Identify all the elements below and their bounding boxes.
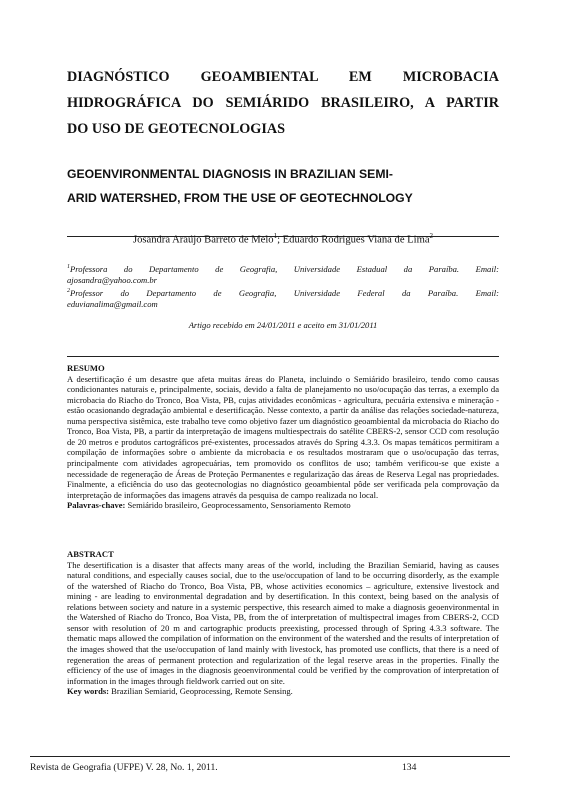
affiliation-email: eduvianalima@gmail.com: [67, 299, 158, 310]
abstract-body: The desertification is a disaster that affects many areas of the world, including the Brazilian Semiarid, having as causes natural conditions, and especially causes social, due to the use/occupation of land to be occurring disorderly, as the example of the watershed of Riacho do Tronco, Boa Vista, PB, whose activities economics – agriculture, extensive livestock and mining - are leading to environmental degradation and by desertification. In this context, being based on the analysis of relations between society and nature in a systemic perspective, this research aimed to make a diagnosis geoenvironmental in the Watershed of Riacho do Tronco, Boa Vista, PB, from the of interpretation of multispectral images from CBERS-2, CCD sensor with resolution of 20 m and cartographic products preexisting, processed through of Spring 4.3.3 software. The thematic maps allowed the compilation of information on the environment of the watershed and the results of interpretation of the images showed that the use/occupation of land mainly with livestock, has promoted use conflicts, that there is a need of regeneration the areas of permanent protection and regularization of the legal reserve areas in the properties. Finally the efficiency of the use of images in the diagnosis geoenvironmental could be verified by the comprovation of interpretation of information in the images through fieldwork carried out on site.: [67, 559, 499, 686]
title-pt-line: DO USO DE GEOTECNOLOGIAS: [67, 121, 285, 137]
page-number: 134: [402, 762, 417, 773]
affiliation-superscript: 1: [67, 264, 70, 270]
affiliation-email: ajosandra@yahoo.com.br: [67, 275, 158, 286]
affiliation-line: [67, 262, 499, 275]
author-name: Josandra Araújo Barreto de Melo: [132, 234, 274, 246]
affiliation-text: Professor do Departamento de Geografia, Universidade Federal da Paraíba. Email:: [70, 288, 499, 299]
affiliation-line: [67, 286, 499, 299]
abstract-keywords: [67, 686, 499, 697]
affiliation-superscript: 2: [67, 288, 70, 295]
received-date: Artigo recebido em 24/01/2011 e aceito em 31/01/2011: [188, 320, 378, 330]
author-superscript: 1: [273, 232, 278, 240]
resumo-heading: RESUMO: [67, 363, 105, 373]
keywords-label: Palavras-chave:: [67, 500, 126, 511]
abstract-heading: ABSTRACT: [67, 549, 114, 559]
title-portuguese: [67, 64, 499, 142]
title-en-line: ARID WATERSHED, FROM THE USE OF GEOTECHNOLOGY: [67, 191, 413, 205]
affiliations: [67, 262, 499, 311]
title-en-line: GEOENVIRONMENTAL DIAGNOSIS IN BRAZILIAN SEMI-: [67, 167, 393, 181]
keywords-label: Key words:: [67, 686, 110, 697]
resumo-body: A desertificação é um desastre que afeta muitas áreas do Planeta, incluindo o Semiárido brasileiro, tendo como causas condicionantes naturais e, principalmente, sociais, devido a falta de planejamento no uso/ocupação das terras, a exemplo da microbacia do Riacho do Tronco, Boa Vista, PB, cujas atividades econômicas - agricultura, pecuária extensiva e mineração - estão ocasionando degradação ambiental e desertificação. Nesse contexto, a partir da análise das relações sociedade-natureza, numa perspectiva sistêmica, este trabalho teve como objetivo fazer um diagnóstico geoambiental da microbacia do Riacho do Tronco, Boa Vista, PB, a partir da interpretação de imagens multiespectrais do satélite CBERS-2, sensor CCD com resolução de 20 metros e produtos cartográficos pré-existentes, processados através do Spring 4.3.3. Os mapas temáticos permitiram a compilação de informações sobre o ambiente da microbacia e os resultados mostraram que o uso/ocupação das terras, principalmente com atividades agropecuárias, tem promovido os conflitos de uso; também verificou-se que existe a necessidade de regeneração de Áreas de Proteção Permanentes e regularização das áreas de Reserva Legal nas propriedades. Finalmente, a eficiência do uso das geotecnologias no diagnóstico geoambiental pôde ser verificada pela comprovação da interpretação de informações das imagens através da pesquisa de campo realizada no local.: [67, 373, 499, 500]
title-english: [67, 162, 499, 210]
page-footer: [30, 762, 510, 773]
abstract-section: [67, 549, 499, 697]
mid-divider: [67, 356, 499, 357]
affiliation-text: Professora do Departamento de Geografia, Universidade Estadual da Paraíba. Email:: [70, 263, 499, 274]
authors-line: [67, 229, 499, 248]
title-pt-line: HIDROGRÁFICA DO SEMIÁRIDO BRASILEIRO, A PARTIR: [67, 95, 499, 111]
title-pt-line: DIAGNÓSTICO GEOAMBIENTAL EM MICROBACIA: [67, 69, 499, 85]
author-name: Eduardo Rodrigues Viana de Lima: [282, 234, 430, 246]
author-separator: ;: [277, 234, 283, 246]
footer-divider: [30, 756, 510, 757]
author-superscript: 2: [429, 232, 434, 240]
journal-citation: Revista de Geografia (UFPE) V. 28, No. 1, 2011.: [30, 762, 218, 773]
resumo-keywords: [67, 500, 499, 511]
resumo-section: [67, 363, 499, 511]
keywords-text: Semiárido brasileiro, Geoprocessamento, Sensoriamento Remoto: [125, 500, 351, 511]
keywords-text: Brazilian Semiarid, Geoprocessing, Remote Sensing.: [109, 686, 293, 697]
